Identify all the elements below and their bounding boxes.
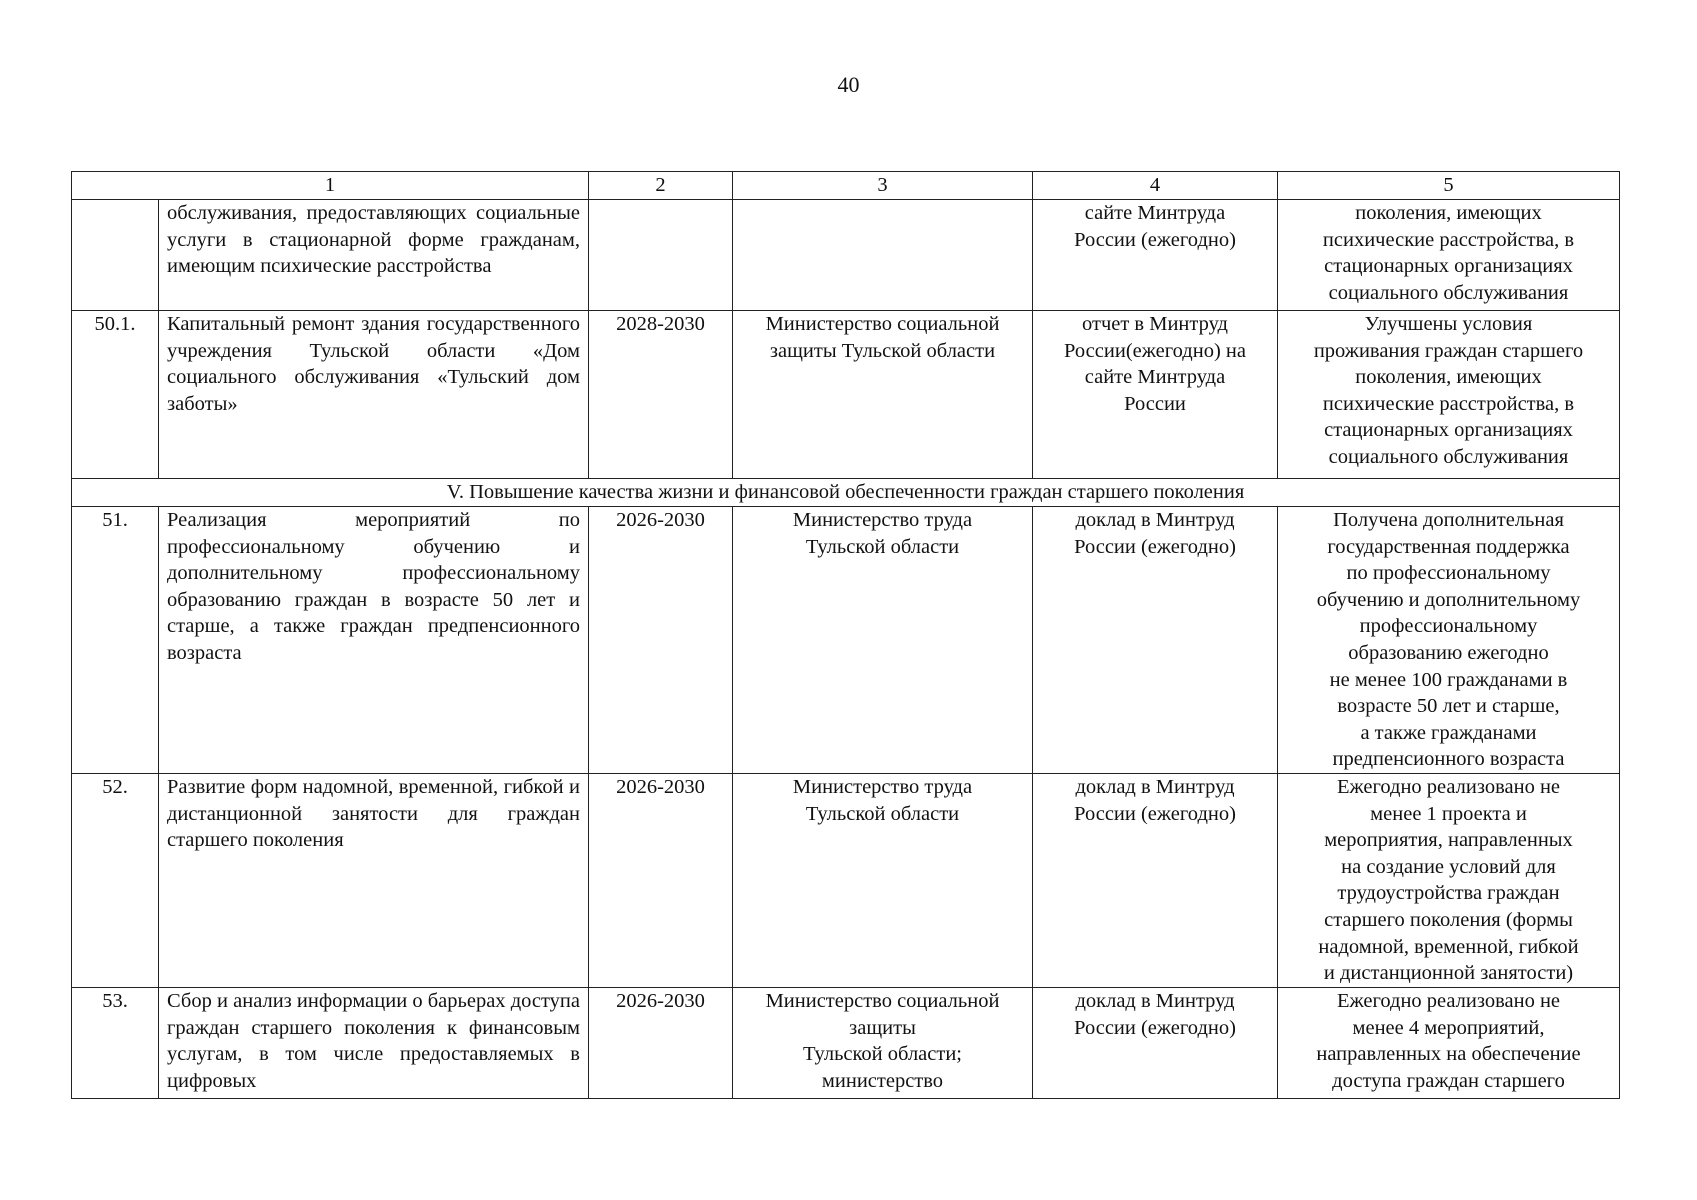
result-line: предпенсионного возраста: [1332, 748, 1565, 771]
column-header-3: 3: [733, 172, 1033, 200]
result-line: не менее 100 гражданами в: [1329, 668, 1568, 691]
column-header-2: 2: [589, 172, 733, 200]
executor-line: Министерство труда: [792, 509, 973, 531]
result-line: поколения, имеющих: [1355, 202, 1542, 224]
table-row: [72, 200, 1620, 311]
executor-cell: [733, 987, 1033, 1098]
executor-line: Министерство социальной: [765, 989, 1000, 1012]
result-line: и дистанционной занятости): [1323, 962, 1574, 985]
result-line: Получена дополнительная: [1333, 509, 1564, 531]
result-line: по профессиональному: [1346, 562, 1551, 585]
result-line: психические расстройства, в: [1322, 392, 1575, 415]
row-number: 52.: [72, 773, 159, 987]
result-cell: [1278, 311, 1620, 479]
report-line: России (ежегодно): [1074, 802, 1236, 825]
report-cell: [1033, 987, 1278, 1098]
table-header-row: [72, 172, 1620, 200]
report-line: России (ежегодно): [1074, 535, 1236, 558]
report-line: доклад в Минтруд: [1075, 509, 1235, 531]
result-line: профессиональному: [1359, 615, 1538, 638]
result-cell: [1278, 507, 1620, 774]
result-line: государственная поддержка: [1327, 535, 1570, 558]
page-number: 40: [837, 72, 860, 97]
report-cell: [1033, 200, 1278, 311]
period-cell: 2026-2030: [589, 507, 733, 774]
row-number: 50.1.: [72, 311, 159, 479]
section-heading: V. Повышение качества жизни и финансовой обеспеченности граждан старшего поколения: [72, 479, 1620, 507]
table-row: [72, 311, 1620, 479]
executor-line: Тульской области: [805, 802, 960, 825]
report-line: России(ежегодно) на: [1064, 339, 1246, 362]
action-plan-table: [71, 171, 1620, 1099]
period-cell: 2026-2030: [589, 987, 733, 1098]
period-cell: 2028-2030: [589, 311, 733, 479]
table-row: [72, 507, 1620, 774]
executor-line: Министерство социальной: [765, 313, 1000, 335]
result-line: старшего поколения (формы: [1324, 908, 1573, 931]
executor-cell: [733, 200, 1033, 311]
report-line: сайте Минтруда: [1084, 366, 1226, 389]
result-line: поколения, имеющих: [1355, 366, 1542, 389]
column-header-5: 5: [1278, 172, 1620, 200]
result-cell: [1278, 987, 1620, 1098]
result-line: обучению и дополнительному: [1316, 588, 1581, 611]
measure-cell: Сбор и анализ информации о барьерах доступа граждан старшего поколения к финансовым услугам, в том числе предоставляемых в цифровых: [159, 987, 589, 1098]
executor-line: Тульской области: [805, 535, 960, 558]
result-line: а также гражданами: [1360, 721, 1537, 744]
executor-line: министерство: [821, 1069, 944, 1092]
executor-line: защиты: [849, 1016, 916, 1039]
executor-cell: [733, 773, 1033, 987]
result-line: надомной, временной, гибкой: [1318, 935, 1579, 958]
result-line: трудоустройства граждан: [1337, 882, 1560, 905]
result-line: менее 4 мероприятий,: [1352, 1016, 1545, 1039]
result-line: Ежегодно реализовано не: [1336, 775, 1561, 798]
measure-cell: Реализация мероприятий по профессиональному обучению и дополнительному профессиональному образованию граждан в возрасте 50 лет и старше, а также граждан предпенсионного возраста: [159, 507, 589, 774]
report-line: отчет в Минтруд: [1082, 313, 1228, 335]
executor-line: Тульской области;: [802, 1043, 962, 1066]
result-line: направленных на обеспечение: [1316, 1043, 1581, 1066]
column-header-4: 4: [1033, 172, 1278, 200]
report-line: сайте Минтруда: [1084, 202, 1226, 224]
period-cell: 2026-2030: [589, 773, 733, 987]
measure-cell: Развитие форм надомной, временной, гибкой и дистанционной занятости для граждан старшего поколения: [159, 773, 589, 987]
report-line: доклад в Минтруд: [1075, 989, 1235, 1012]
report-cell: [1033, 507, 1278, 774]
result-line: доступа граждан старшего: [1332, 1069, 1565, 1092]
column-header-1: 1: [72, 172, 589, 200]
executor-cell: [733, 507, 1033, 774]
report-line: доклад в Минтруд: [1075, 775, 1235, 798]
result-cell: [1278, 200, 1620, 311]
report-cell: [1033, 773, 1278, 987]
row-number: 53.: [72, 987, 159, 1098]
section-row: [72, 479, 1620, 507]
table-row: [72, 773, 1620, 987]
row-number: [72, 200, 159, 311]
result-line: Ежегодно реализовано не: [1336, 989, 1561, 1012]
executor-cell: [733, 311, 1033, 479]
result-line: социального обслуживания: [1328, 445, 1569, 468]
result-line: возрасте 50 лет и старше,: [1337, 695, 1560, 718]
result-line: проживания граждан старшего: [1313, 339, 1584, 362]
result-line: образованию ежегодно: [1348, 641, 1549, 664]
result-line: менее 1 проекта и: [1370, 802, 1527, 825]
result-line: Улучшены условия: [1364, 313, 1533, 335]
result-line: мероприятия, направленных: [1324, 829, 1573, 852]
result-line: социального обслуживания: [1328, 281, 1569, 304]
result-line: психические расстройства, в: [1322, 228, 1575, 251]
executor-line: Министерство труда: [792, 775, 973, 798]
period-cell: [589, 200, 733, 311]
report-line: России: [1124, 392, 1186, 415]
report-cell: [1033, 311, 1278, 479]
report-line: России (ежегодно): [1074, 1016, 1236, 1039]
result-line: стационарных организациях: [1324, 419, 1573, 442]
result-line: стационарных организациях: [1324, 255, 1573, 278]
table-row: [72, 987, 1620, 1098]
report-line: России (ежегодно): [1074, 228, 1236, 251]
result-line: на создание условий для: [1341, 855, 1556, 878]
result-cell: [1278, 773, 1620, 987]
row-number: 51.: [72, 507, 159, 774]
measure-cell: Капитальный ремонт здания государственного учреждения Тульской области «Дом социального обслуживания «Тульский дом заботы»: [159, 311, 589, 479]
measure-cell: обслуживания, предоставляющих социальные услуги в стационарной форме гражданам, имеющим психические расстройства: [159, 200, 589, 311]
executor-line: защиты Тульской области: [769, 339, 996, 362]
